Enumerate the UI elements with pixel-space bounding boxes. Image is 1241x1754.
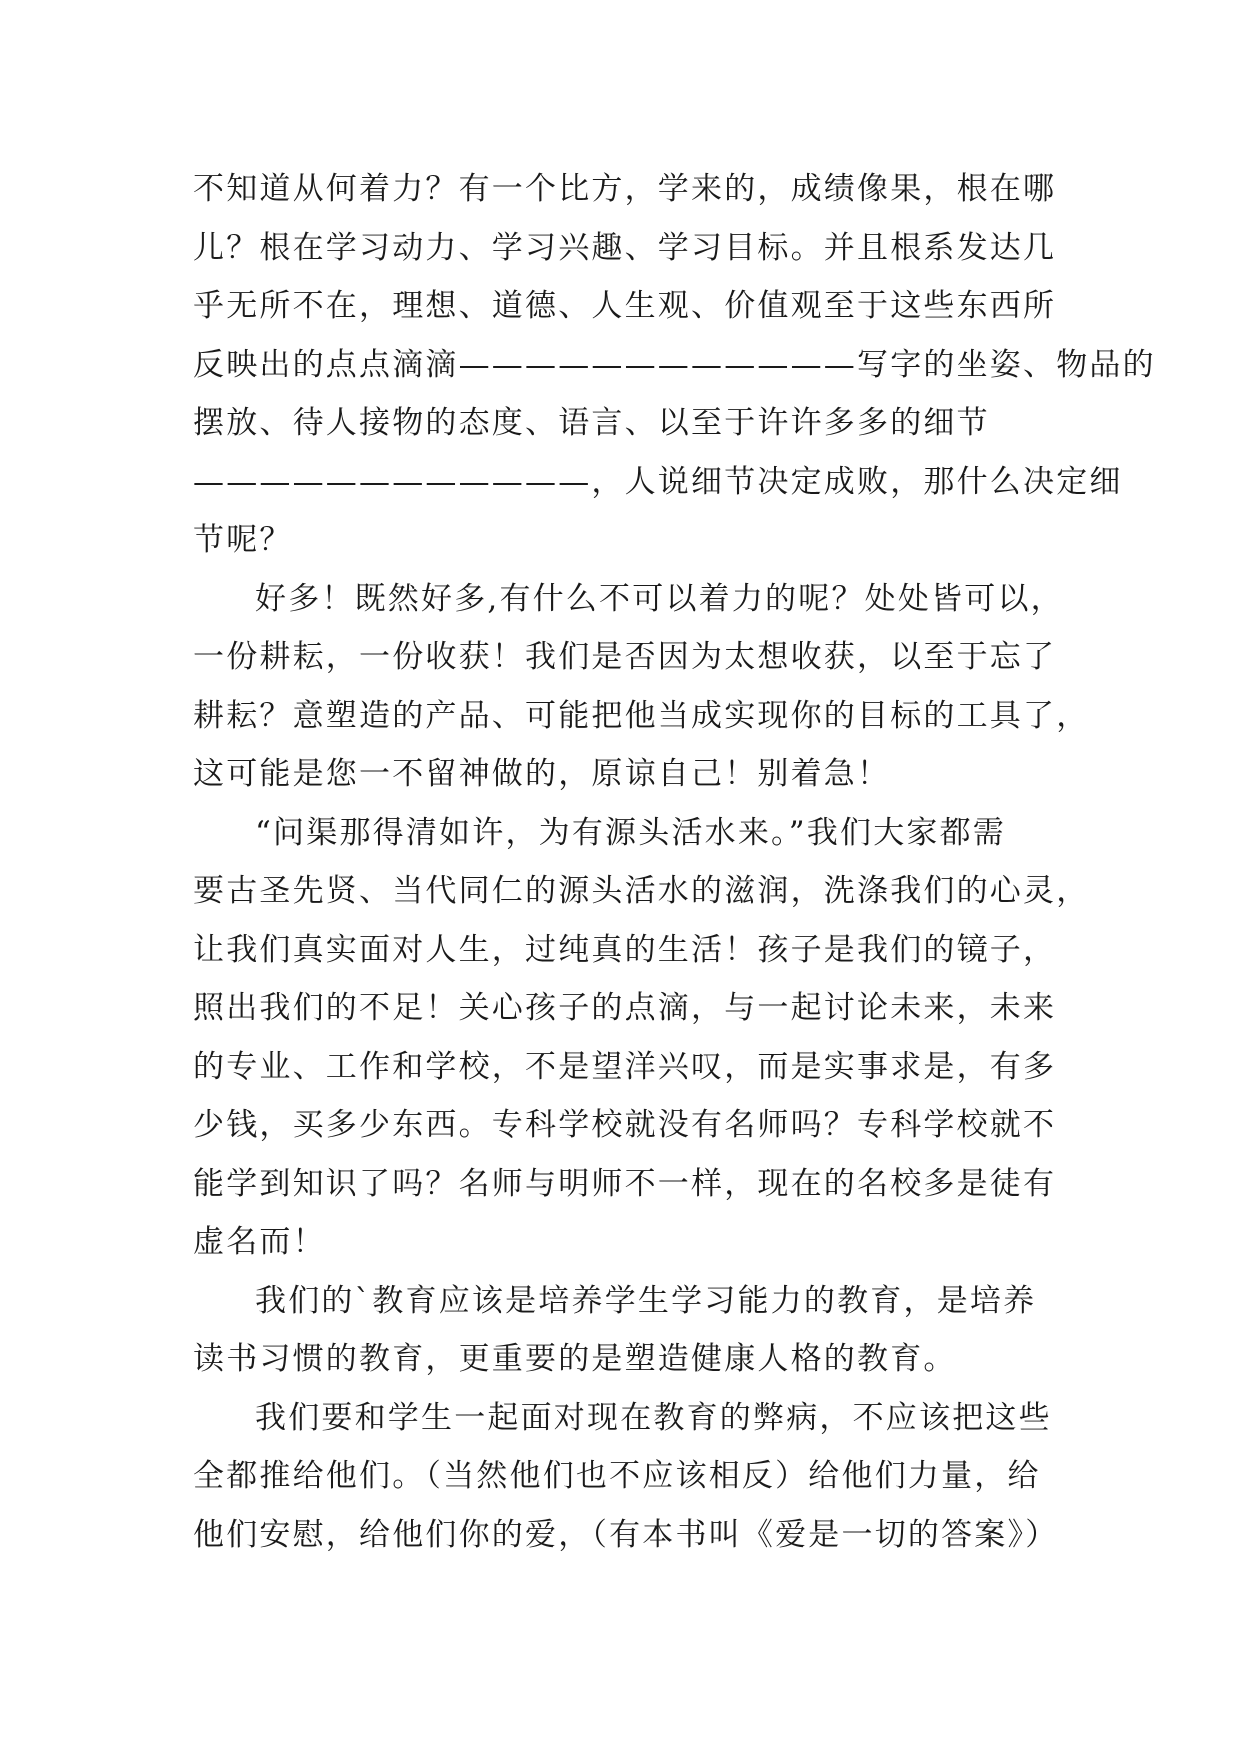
- text-line: 的专业、工作和学校，不是望洋兴叹，而是实事求是，有多: [193, 1048, 1057, 1085]
- text-line: 要古圣先贤、当代同仁的源头活水的滋润，洗涤我们的心灵，: [193, 873, 1090, 909]
- paragraph-first-line: 好多！既然好多,有什么不可以着力的呢？处处皆可以，: [255, 580, 1064, 617]
- text-line: 这可能是您一不留神做的，原谅自己！别着急！: [193, 756, 891, 792]
- text-line: 乎无所不在，理想、道德、人生观、价值观至于这些东西所: [193, 288, 1057, 324]
- text-line: 耕耘？意塑造的产品、可能把他当成实现你的目标的工具了，: [193, 697, 1090, 734]
- text-line: 不知道从何着力？有一个比方，学来的，成绩像果，根在哪: [193, 171, 1057, 207]
- text-line: 能学到知识了吗？名师与明师不一样，现在的名校多是徒有: [193, 1165, 1057, 1202]
- text-line: 让我们真实面对人生，过纯真的生活！孩子是我们的镜子，: [193, 931, 1057, 968]
- text-line: 反映出的点点滴滴————————————写字的坐姿、物品的: [193, 346, 1156, 383]
- text-line: 摆放、待人接物的态度、语言、以至于许许多多的细节: [193, 405, 990, 441]
- text-line: 儿？根在学习动力、学习兴趣、学习目标。并且根系发达几: [193, 229, 1057, 266]
- text-line: 全都推给他们。（当然他们也不应该相反）给他们力量，给: [193, 1458, 1041, 1494]
- text-line: 照出我们的不足！关心孩子的点滴，与一起讨论未来，未来: [193, 990, 1057, 1026]
- text-line: 读书习惯的教育，更重要的是塑造健康人格的教育。: [193, 1341, 957, 1377]
- text-line: 节呢？: [193, 522, 293, 558]
- paragraph-first-line: “问渠那得清如许，为有源头活水来。”我们大家都需: [255, 814, 1006, 851]
- text-line: 少钱，买多少东西。专科学校就没有名师吗？专科学校就不: [193, 1107, 1057, 1143]
- text-line: 一份耕耘，一份收获！我们是否因为太想收获，以至于忘了: [193, 639, 1057, 675]
- text-line: ————————————，人说细节决定成败，那什么决定细: [193, 463, 1123, 500]
- paragraph-first-line: 我们要和学生一起面对现在教育的弊病，不应该把这些: [255, 1399, 1052, 1436]
- text-line: 虚名而！: [193, 1224, 326, 1260]
- paragraph-first-line: 我们的`教育应该是培养学生学习能力的教育，是培养: [255, 1282, 1037, 1319]
- document-body: [193, 160, 1156, 1564]
- text-line: 他们安慰，给他们你的爱，（有本书叫《爱是一切的答案》）: [193, 1516, 1059, 1553]
